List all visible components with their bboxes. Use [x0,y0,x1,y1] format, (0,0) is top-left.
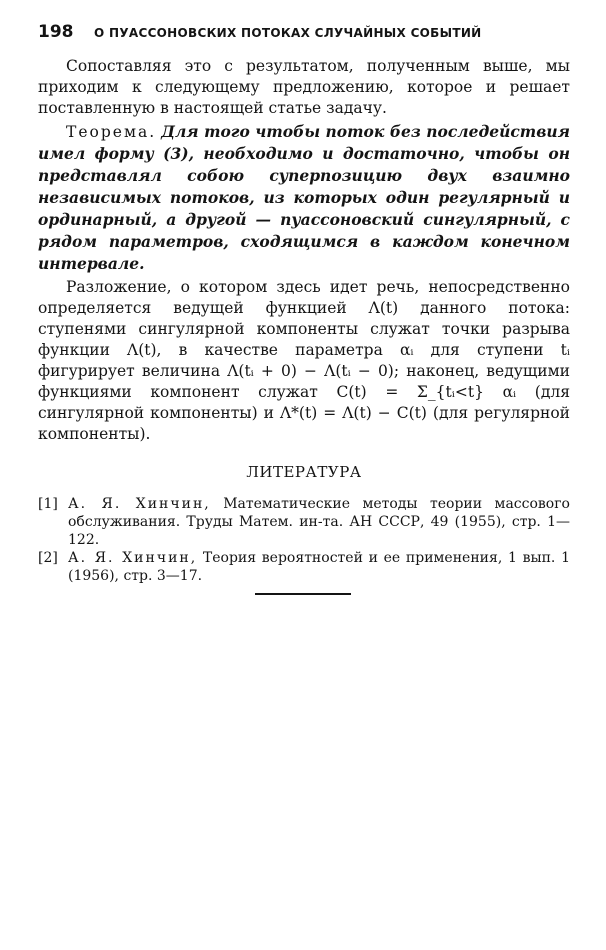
theorem-paragraph [38,121,570,275]
reference-text: Математические методы теории массового обслуживания. Труды Матем. ин-та. АН СССР, 49 (1955), стр. 1—122. [68,496,570,548]
paragraph-decomposition: Разложение, о котором здесь идет речь, непосредственно определяется ведущей функцией Λ(t) данного потока: ступенями сингулярной компоненты служат точки разрыва функции Λ(t), в качестве параметра αᵢ для ступени tᵢ фигурирует величина Λ(tᵢ + 0) − Λ(tᵢ − 0); наконец, ведущими функциями компонент служат C(t) = Σ_{tᵢ<t} αᵢ (для сингулярной компоненты) и Λ*(t) = Λ(t) − C(t) (для регулярной компоненты). [38,278,570,443]
page [38,22,570,585]
theorem-label: Теорема. [66,123,157,141]
paragraph-comparison: Сопоставляя это с результатом, полученным выше, мы приходим к следующему предложению, которое и решает поставленную в настоящей статье задачу. [38,57,570,117]
reference-list [38,495,570,585]
reference-item [38,549,570,585]
running-title: О ПУАССОНОВСКИХ ПОТОКАХ СЛУЧАЙНЫХ СОБЫТИЙ [94,26,482,40]
theorem-statement: Для того чтобы поток без последействия имел форму (3), необходимо и достаточно, чтобы он представлял собою суперпозицию двух взаимно независимых потоков, из которых один регулярный и ординарный, а другой — пуассоновский сингулярный, с рядом параметров, сходящимся в каждом конечном интервале. [38,122,570,273]
reference-author: А. Я. Хинчин, [68,550,198,566]
reference-number: [2] [38,550,58,566]
page-number: 198 [38,22,74,42]
literature-heading: ЛИТЕРАТУРА [246,463,362,481]
reference-author: А. Я. Хинчин, [68,496,211,512]
running-header [38,22,570,56]
reference-number: [1] [38,496,58,512]
end-rule [255,593,351,595]
reference-item [38,495,570,549]
reference-text: Теория вероятностей и ее применения, 1 вып. 1 (1956), стр. 3—17. [68,550,570,584]
